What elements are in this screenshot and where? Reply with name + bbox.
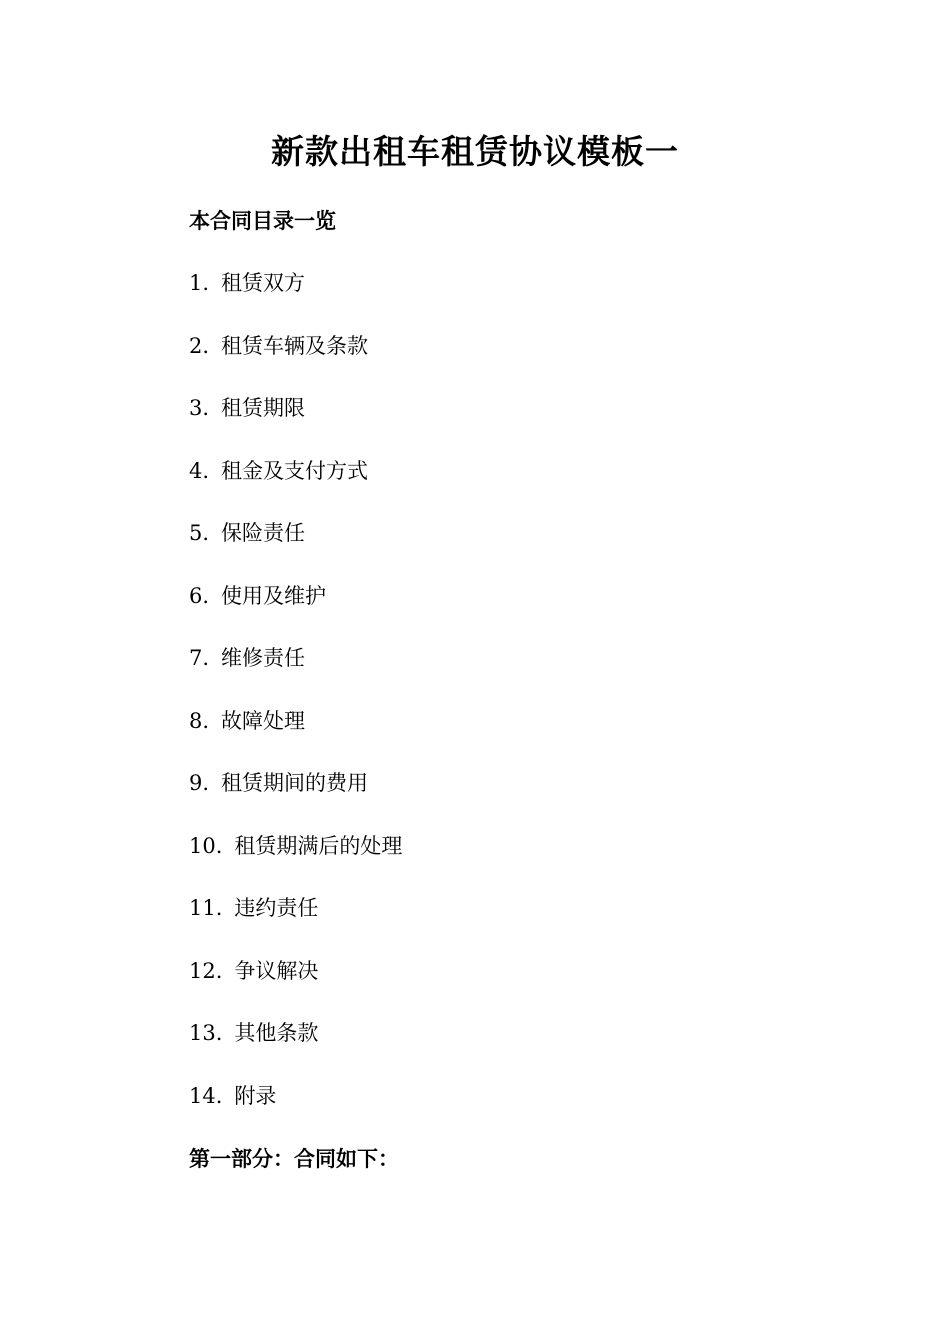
toc-item-number: 10. xyxy=(189,833,223,858)
toc-item-number: 5. xyxy=(189,521,210,545)
toc-item-label: 租赁期间的费用 xyxy=(221,771,369,795)
toc-item-label: 租金及支付方式 xyxy=(221,458,369,483)
toc-item xyxy=(189,705,402,768)
toc-item-number: 1. xyxy=(189,271,210,295)
toc-item xyxy=(189,517,402,580)
toc-item-number: 12. xyxy=(189,958,223,983)
section-heading: 第一部分：合同如下： xyxy=(189,1147,399,1171)
toc-item-label: 保险责任 xyxy=(221,521,306,545)
toc-item xyxy=(189,830,402,893)
toc-item-label: 附录 xyxy=(234,1083,277,1108)
toc-item xyxy=(189,892,402,955)
toc-item-number: 4. xyxy=(189,458,210,483)
toc-item-label: 租赁期满后的处理 xyxy=(234,833,403,858)
toc-item-number: 2. xyxy=(189,333,210,358)
toc-item-number: 6. xyxy=(189,583,210,608)
toc-item xyxy=(189,1080,402,1143)
toc-item-label: 故障处理 xyxy=(221,708,306,733)
toc-item xyxy=(189,455,402,518)
toc-item xyxy=(189,642,402,705)
toc-heading: 本合同目录一览 xyxy=(189,209,336,233)
toc-item xyxy=(189,580,402,643)
toc-item-number: 14. xyxy=(189,1083,223,1108)
toc-item-number: 13. xyxy=(189,1021,223,1045)
toc-item-label: 使用及维护 xyxy=(221,583,327,608)
toc-item-number: 7. xyxy=(189,646,210,670)
toc-item-label: 违约责任 xyxy=(234,896,319,920)
toc-list xyxy=(189,267,402,1142)
toc-item-label: 其他条款 xyxy=(234,1021,319,1045)
toc-item-label: 租赁双方 xyxy=(221,271,306,295)
toc-item-number: 8. xyxy=(189,708,210,733)
toc-item-label: 租赁期限 xyxy=(221,396,306,420)
toc-item xyxy=(189,767,402,830)
toc-item-label: 租赁车辆及条款 xyxy=(221,333,369,358)
toc-item xyxy=(189,330,402,393)
toc-item-number: 3. xyxy=(189,396,210,420)
toc-item-label: 争议解决 xyxy=(234,958,319,983)
toc-item-number: 9. xyxy=(189,771,210,795)
toc-item-label: 维修责任 xyxy=(221,646,306,670)
toc-item xyxy=(189,392,402,455)
toc-item xyxy=(189,1017,402,1080)
document-title: 新款出租车租赁协议模板一 xyxy=(271,132,679,171)
toc-item xyxy=(189,955,402,1018)
toc-item-number: 11. xyxy=(189,896,223,920)
toc-item xyxy=(189,267,402,330)
